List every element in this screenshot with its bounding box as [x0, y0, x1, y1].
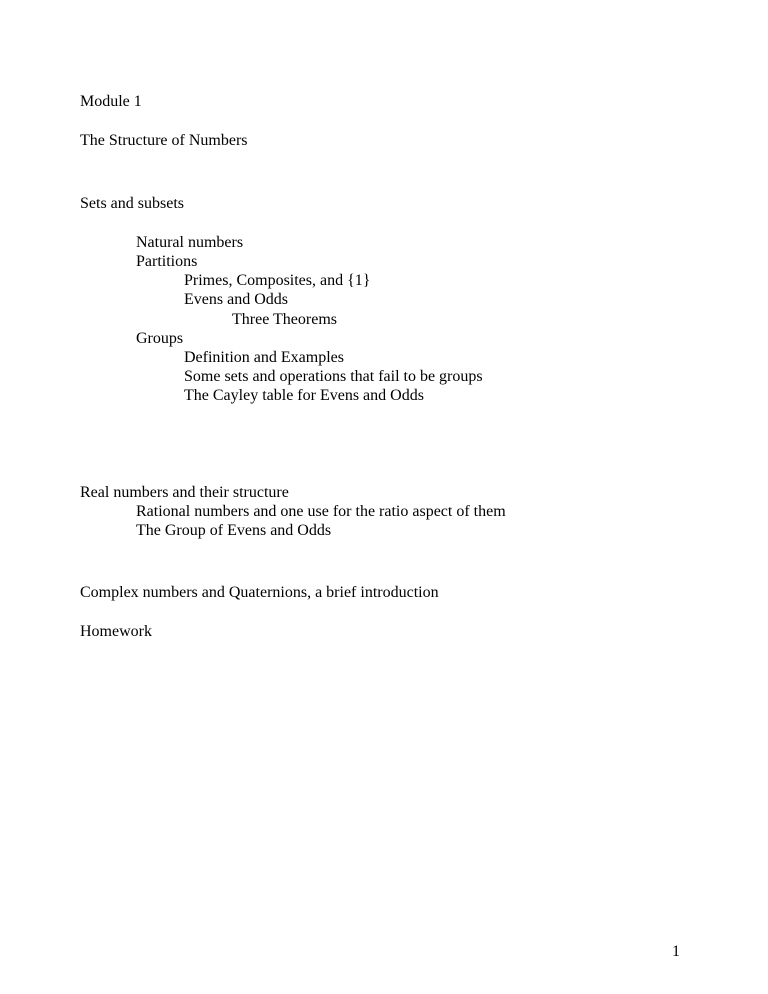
outline-primes-composites: Primes, Composites, and {1}	[184, 272, 371, 289]
outline-complex-quaternions: Complex numbers and Quaternions, a brief introduction	[80, 584, 439, 601]
outline-cayley-table: The Cayley table for Evens and Odds	[184, 387, 424, 404]
outline-partitions: Partitions	[136, 253, 198, 270]
outline-fail-groups: Some sets and operations that fail to be groups	[184, 368, 483, 385]
module-label: Module 1	[80, 93, 142, 110]
outline-evens-and-odds: Evens and Odds	[184, 291, 288, 308]
document-title: The Structure of Numbers	[80, 132, 248, 149]
outline-sets-and-subsets: Sets and subsets	[80, 195, 184, 212]
outline-real-numbers: Real numbers and their structure	[80, 484, 289, 501]
outline-three-theorems: Three Theorems	[232, 311, 337, 328]
page-number: 1	[672, 943, 680, 960]
outline-natural-numbers: Natural numbers	[136, 234, 244, 251]
outline-groups: Groups	[136, 330, 184, 347]
outline-homework: Homework	[80, 623, 152, 640]
outline-definition-examples: Definition and Examples	[184, 349, 344, 366]
outline-group-evens-odds: The Group of Evens and Odds	[136, 522, 332, 539]
outline-rational-numbers: Rational numbers and one use for the ratio aspect of them	[136, 503, 506, 520]
